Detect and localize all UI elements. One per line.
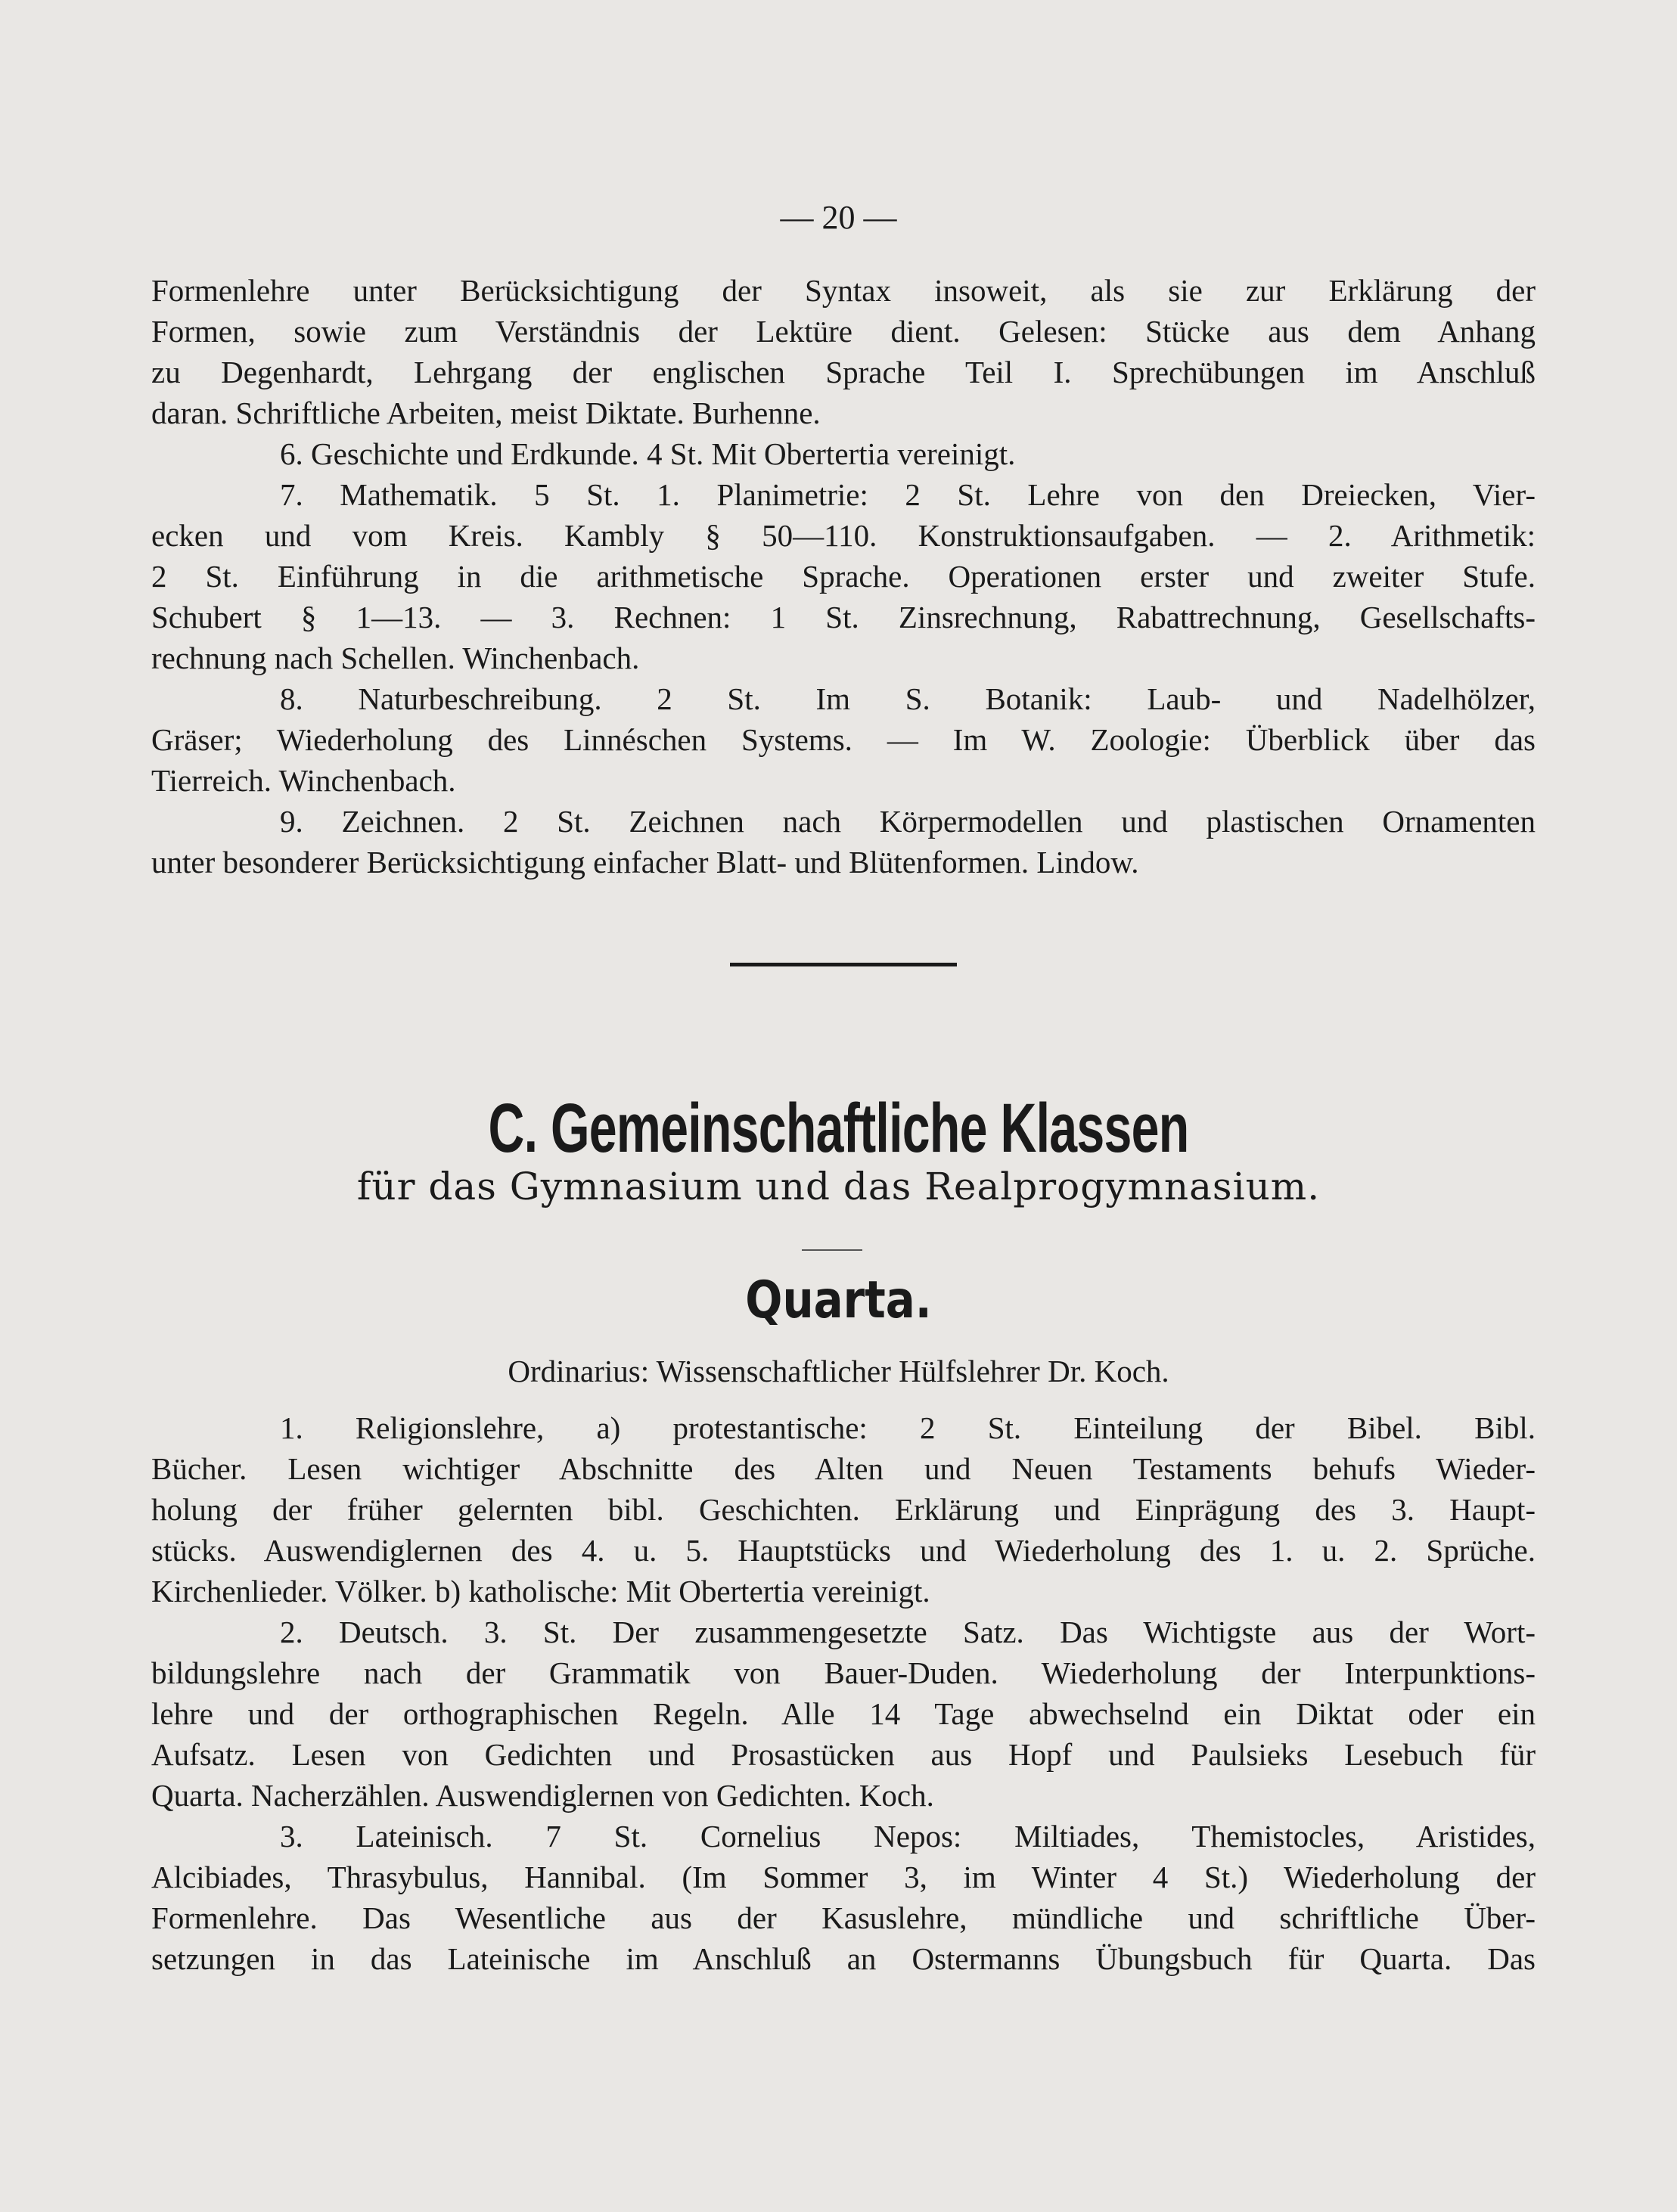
section-b-continuation	[151, 270, 1536, 883]
subject-mathematik: 7. Mathematik. 5 St. 1. Planimetrie: 2 St. Lehre von den Dreiecken, Vier-	[280, 477, 1536, 512]
text-line: Bücher. Lesen wichtiger Abschnitte des Alten und Neuen Testaments behufs Wieder-	[151, 1451, 1536, 1486]
text-line: stücks. Auswendiglernen des 4. u. 5. Hauptstücks und Wiederholung des 1. u. 2. Sprüche.	[151, 1533, 1536, 1568]
text-line: 2 St. Einführung in die arithmetische Sprache. Operationen erster und zweiter Stufe.	[151, 559, 1536, 594]
quarta-curriculum	[151, 1407, 1536, 1979]
subject-naturbeschreibung: 8. Naturbeschreibung. 2 St. Im S. Botanik: Laub- und Nadelhölzer,	[280, 681, 1536, 716]
text-line: rechnung nach Schellen. Winchenbach.	[151, 641, 640, 675]
text-line: Formenlehre unter Berücksichtigung der Syntax insoweit, als sie zur Erklärung der	[151, 273, 1536, 308]
text-line: Aufsatz. Lesen von Gedichten und Prosastücken aus Hopf und Paulsieks Lesebuch für	[151, 1737, 1536, 1772]
text-line: Alcibiades, Thrasybulus, Hannibal. (Im Sommer 3, im Winter 4 St.) Wiederholung der	[151, 1860, 1536, 1894]
text-line: lehre und der orthographischen Regeln. Alle 14 Tage abwechselnd ein Diktat oder ein	[151, 1696, 1536, 1731]
page-number: — 20 —	[780, 199, 897, 236]
text-line: daran. Schriftliche Arbeiten, meist Diktate. Burhenne.	[151, 396, 821, 430]
text-line: unter besonderer Berücksichtigung einfacher Blatt- und Blütenformen. Lindow.	[151, 845, 1139, 880]
class-heading: Quarta.	[745, 1270, 932, 1330]
text-line: setzungen in das Lateinische im Anschluß an Ostermanns Übungsbuch für Quarta. Das	[151, 1941, 1536, 1976]
ordinarius-line: Ordinarius: Wissenschaftlicher Hülfslehrer Dr. Koch.	[508, 1354, 1169, 1388]
subject-zeichnen: 9. Zeichnen. 2 St. Zeichnen nach Körpermodellen und plastischen Ornamenten	[280, 804, 1536, 839]
small-divider	[802, 1249, 862, 1251]
text-line: Formenlehre. Das Wesentliche aus der Kasuslehre, mündliche und schriftliche Über-	[151, 1900, 1536, 1935]
text-line: Tierreich. Winchenbach.	[151, 763, 456, 798]
section-subheading: für das Gymnasium und das Realprogymnasium.	[356, 1165, 1321, 1208]
text-line: Kirchenlieder. Völker. b) katholische: Mit Obertertia vereinigt.	[151, 1574, 930, 1609]
subject-lateinisch: 3. Lateinisch. 7 St. Cornelius Nepos: Miltiades, Themistocles, Aristides,	[280, 1819, 1536, 1854]
subject-religionslehre: 1. Religionslehre, a) protestantische: 2 St. Einteilung der Bibel. Bibl.	[280, 1410, 1536, 1445]
text-line: bildungslehre nach der Grammatik von Bauer-Duden. Wiederholung der Interpunktions-	[151, 1655, 1536, 1690]
text-line: ecken und vom Kreis. Kambly § 50—110. Konstruktionsaufgaben. — 2. Arithmetik:	[151, 518, 1536, 553]
subject-deutsch: 2. Deutsch. 3. St. Der zusammengesetzte Satz. Das Wichtigste aus der Wort-	[280, 1615, 1536, 1649]
text-line: Formen, sowie zum Verständnis der Lektüre dient. Gelesen: Stücke aus dem Anhang	[151, 314, 1536, 349]
text-line: holung der früher gelernten bibl. Geschichten. Erklärung und Einprägung des 3. Haupt-	[151, 1492, 1536, 1527]
text-line: Quarta. Nacherzählen. Auswendiglernen von Gedichten. Koch.	[151, 1778, 934, 1813]
section-divider	[730, 963, 957, 966]
subject-geschichte: 6. Geschichte und Erdkunde. 4 St. Mit Obertertia vereinigt.	[280, 436, 1016, 471]
text-line: Schubert § 1—13. — 3. Rechnen: 1 St. Zinsrechnung, Rabattrechnung, Gesellschafts-	[151, 600, 1536, 634]
section-heading: C. Gemeinschaftliche Klassen	[488, 1090, 1189, 1167]
text-line: zu Degenhardt, Lehrgang der englischen Sprache Teil I. Sprechübungen im Anschluß	[151, 355, 1536, 389]
text-line: Gräser; Wiederholung des Linnéschen Systems. — Im W. Zoologie: Überblick über das	[151, 722, 1536, 757]
